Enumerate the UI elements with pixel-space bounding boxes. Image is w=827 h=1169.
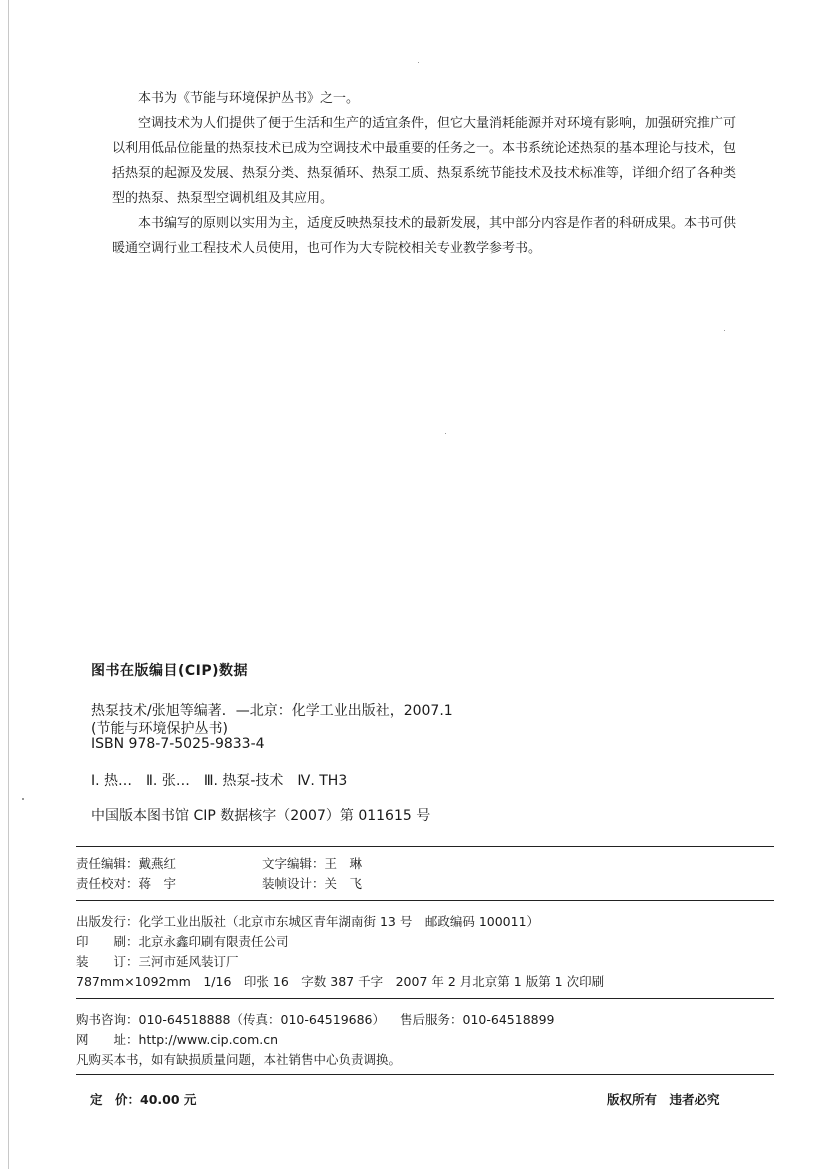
replacement-notice: 凡购买本书，如有缺损质量问题，本社销售中心负责调换。 bbox=[76, 1052, 402, 1067]
book-description bbox=[112, 86, 736, 261]
cip-record-line: 中国版本图书馆 CIP 数据核字（2007）第 011615 号 bbox=[91, 808, 431, 824]
divider-top bbox=[76, 846, 774, 847]
intro-paragraph-series: 本书为《节能与环境保护丛书》之一。 bbox=[138, 91, 360, 106]
intro-paragraph-audience: 本书编写的原则以实用为主，适度反映热泵技术的最新发展，其中部分内容是作者的科研成果。本书可供暖通空调行业工程技术人员使用，也可作为大专院校相关专业教学参考书。 bbox=[112, 216, 737, 256]
text-editor-label: 文字编辑： bbox=[262, 856, 325, 871]
printer-line: 印 刷：北京永鑫印刷有限责任公司 bbox=[76, 934, 289, 949]
cip-series-line: (节能与环境保护丛书) bbox=[91, 721, 228, 737]
editor-label: 责任编辑： bbox=[76, 856, 139, 871]
price-value: 40.00 元 bbox=[140, 1092, 197, 1107]
designer-label: 装帧设计： bbox=[262, 876, 325, 891]
proofreader-label: 责任校对： bbox=[76, 876, 139, 891]
specs-line: 787mm×1092mm 1/16 印张 16 字数 387 千字 2007 年 2 月北京第 1 版第 1 次印刷 bbox=[76, 974, 605, 989]
purchase-row bbox=[76, 1010, 385, 1028]
scan-speck bbox=[418, 62, 419, 63]
website-label: 网 址： bbox=[76, 1032, 139, 1047]
scan-speck bbox=[724, 330, 725, 331]
service-value: 010-64518899 bbox=[462, 1012, 555, 1027]
purchase-label: 购书咨询： bbox=[76, 1012, 139, 1027]
scan-speck bbox=[22, 798, 24, 800]
divider-lower bbox=[76, 998, 774, 999]
editor-value: 戴燕红 bbox=[138, 856, 177, 871]
designer-row bbox=[262, 874, 362, 892]
service-label: 售后服务： bbox=[400, 1012, 463, 1027]
cip-isbn-line: ISBN 978-7-5025-9833-4 bbox=[91, 736, 265, 752]
scan-speck bbox=[445, 433, 446, 434]
service-row bbox=[400, 1010, 555, 1028]
editor-row bbox=[76, 854, 176, 872]
text-editor-value: 王 琳 bbox=[324, 856, 363, 871]
designer-value: 关 飞 bbox=[324, 876, 363, 891]
cip-classification-line: Ⅰ. 热… Ⅱ. 张… Ⅲ. 热泵-技术 Ⅳ. TH3 bbox=[91, 773, 348, 789]
price-row bbox=[90, 1090, 196, 1108]
binder-line: 装 订：三河市延风装订厂 bbox=[76, 954, 239, 969]
purchase-value: 010-64518888（传真：010-64519686） bbox=[138, 1012, 386, 1027]
intro-paragraph-overview: 空调技术为人们提供了便于生活和生产的适宜条件，但它大量消耗能源并对环境有影响，加强研究推广可以利用低品位能量的热泵技术已成为空调技术中最重要的任务之一。本书系统论述热泵的基本理论与技术，包括热泵的起源及发展、热泵分类、热泵循环、热泵工质、热泵系统节能技术及技术标准等，详细介绍了各种类型的热泵、热泵型空调机组及其应用。 bbox=[112, 116, 737, 206]
text-editor-row bbox=[262, 854, 362, 872]
rights-notice: 版权所有 违者必究 bbox=[607, 1092, 720, 1107]
divider-bottom bbox=[76, 1074, 774, 1075]
website-value: http://www.cip.com.cn bbox=[138, 1032, 279, 1047]
page-edge bbox=[8, 0, 9, 1169]
publisher-line: 出版发行：化学工业出版社（北京市东城区青年湖南街 13 号 邮政编码 100011） bbox=[76, 914, 540, 929]
price-label: 定 价： bbox=[90, 1092, 141, 1107]
cip-title-line: 热泵技术/张旭等编著．—北京：化学工业出版社，2007.1 bbox=[91, 703, 453, 719]
proofreader-row bbox=[76, 874, 176, 892]
proofreader-value: 蒋 宇 bbox=[138, 876, 177, 891]
divider-middle bbox=[76, 900, 774, 901]
website-row bbox=[76, 1030, 278, 1048]
cip-heading: 图书在版编目(CIP)数据 bbox=[91, 663, 249, 679]
